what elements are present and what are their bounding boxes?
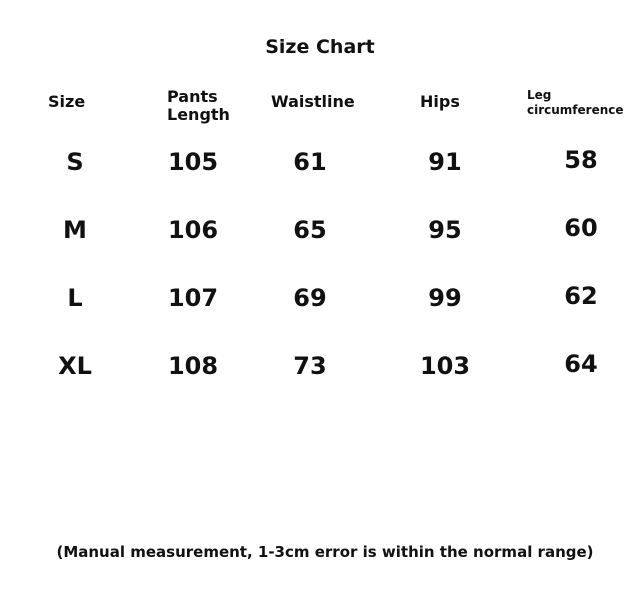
- header-leg-line2: circumference: [527, 103, 624, 117]
- cell-size: XL: [58, 352, 92, 380]
- cell-pants-length: 106: [167, 216, 219, 244]
- cell-leg: 60: [564, 214, 598, 242]
- header-pants-length-line1: Pants: [167, 87, 218, 106]
- cell-waistline: 65: [293, 216, 327, 244]
- measurement-note: (Manual measurement, 1-3cm error is within the normal range): [56, 543, 594, 561]
- cell-pants-length: 107: [167, 284, 219, 312]
- cell-size: L: [67, 284, 83, 312]
- cell-waistline: 73: [293, 352, 327, 380]
- header-waistline: Waistline: [271, 92, 355, 111]
- cell-leg: 58: [564, 146, 598, 174]
- cell-waistline: 61: [293, 148, 327, 176]
- header-leg-line1: Leg: [527, 88, 552, 102]
- header-pants-length-line2: Length: [167, 105, 230, 124]
- header-leg-circumference: [527, 88, 624, 118]
- cell-pants-length: 105: [167, 148, 219, 176]
- cell-waistline: 69: [293, 284, 327, 312]
- header-pants-length: [167, 88, 230, 124]
- cell-size: M: [63, 216, 87, 244]
- cell-hips: 95: [428, 216, 462, 244]
- header-size: Size: [48, 92, 86, 111]
- cell-leg: 62: [564, 282, 598, 310]
- cell-hips: 91: [428, 148, 462, 176]
- cell-size: S: [66, 148, 84, 176]
- cell-leg: 64: [564, 350, 598, 378]
- cell-hips: 99: [428, 284, 462, 312]
- cell-pants-length: 108: [167, 352, 219, 380]
- cell-hips: 103: [419, 352, 471, 380]
- size-chart-title: Size Chart: [265, 36, 375, 58]
- header-hips: Hips: [420, 92, 460, 111]
